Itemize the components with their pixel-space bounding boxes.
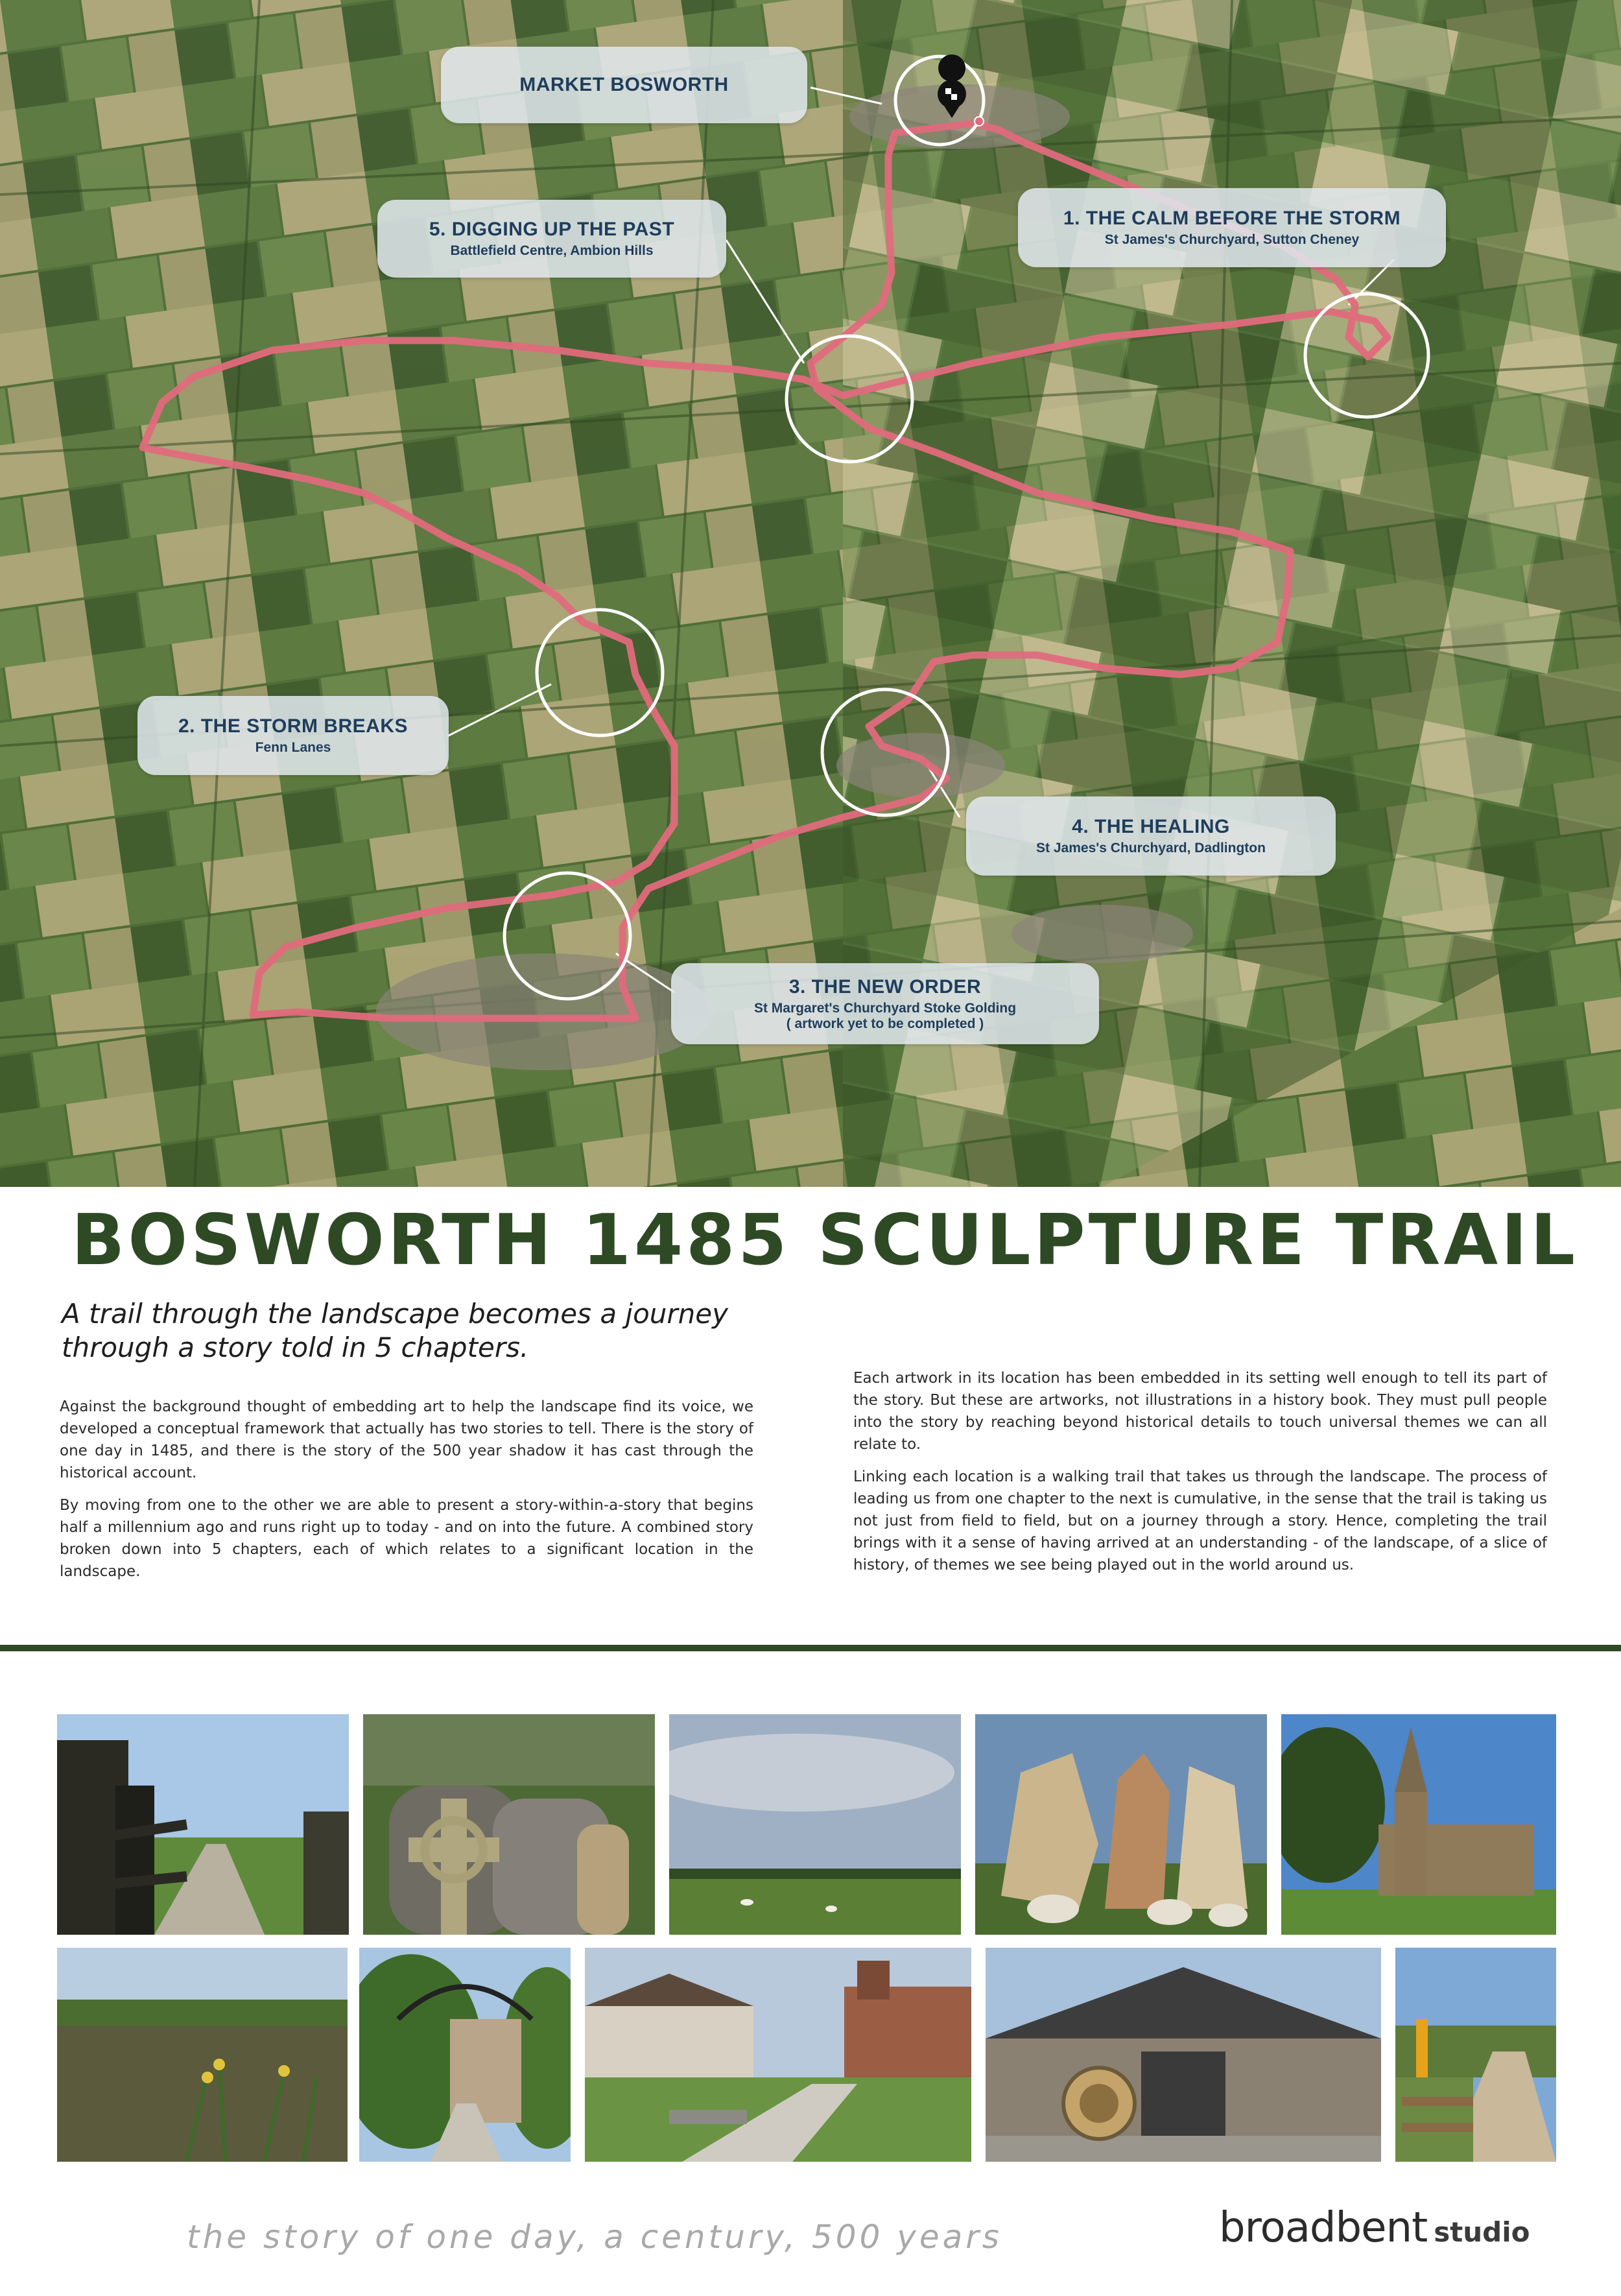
body-paragraph: Linking each location is a walking trail that takes us through the landscape. The process of leading us from one chapter to the next is cumulative, in the sense that the trail is taking us not just from field to field, but on a journey through a story. Hence, completing the trail brings with it a sense of having arrived at an understanding - of the landscape, of a slice of history, of themes we see being played out in the world around us.	[853, 1468, 1547, 1573]
callout-digging-up-the-past	[377, 200, 726, 278]
photo-pond-with-irises	[57, 1948, 348, 2162]
body-paragraph: Against the background thought of embedding art to help the landscape find its voice, we developed a conceptual framework that actually has two stories to tell. There is the story of one day in 1485, and there is the story of the 500 year shadow it has cast through the historical account.	[60, 1398, 753, 1481]
callout-subtitle: Battlefield Centre, Ambion Hills	[450, 243, 654, 258]
callout-subtitle: St Margaret's Churchyard Stoke Golding	[753, 1000, 1017, 1016]
callout-calm-before-the-storm	[1018, 188, 1446, 267]
photo-sculpture-with-sheep	[975, 1714, 1267, 1935]
callout-the-healing	[966, 796, 1336, 876]
callout-title: MARKET BOSWORTH	[519, 74, 729, 95]
photo-battlefield-centre-barn	[986, 1948, 1381, 2162]
callout-title: 1. THE CALM BEFORE THE STORM	[1063, 208, 1401, 229]
body-text-right-column	[853, 1367, 1547, 1586]
callout-subtitle: St James's Churchyard, Dadlington	[1036, 841, 1266, 855]
callout-subtitle: Fenn Lanes	[255, 740, 331, 755]
section-divider	[0, 1645, 1621, 1651]
page-title: BOSWORTH 1485 SCULPTURE TRAIL	[71, 1200, 1579, 1281]
callout-title: 5. DIGGING UP THE PAST	[429, 219, 675, 240]
callout-the-new-order	[671, 963, 1099, 1044]
callout-market-bosworth	[441, 47, 807, 123]
photo-churchyard-gate	[57, 1714, 349, 1935]
callout-the-storm-breaks	[137, 696, 449, 775]
body-paragraph: By moving from one to the other we are able to present a story-within-a-story that begins half a millennium ago and runs right up to today - and on into the future. A combined story broken down into 5 chapters, each of which relates to a significant location in the landscape.	[60, 1497, 753, 1580]
photo-church-lychgate-arch	[359, 1948, 571, 2162]
brand-logo	[1219, 2204, 1530, 2252]
photo-trail-marker-post	[1395, 1948, 1556, 2162]
brand-suffix: studio	[1434, 2216, 1530, 2248]
brand-name: broadbent	[1219, 2204, 1428, 2252]
body-paragraph: Each artwork in its location has been embedded in its setting well enough to tell its part of the story. But these are artworks, not illustrations in a history book. They must pull people into the story by reaching beyond historical details to touch universal themes we can all relate to.	[853, 1370, 1547, 1453]
callout-title: 4. THE HEALING	[1072, 816, 1230, 837]
photo-fenn-lanes-field	[669, 1714, 961, 1935]
photo-celtic-cross-gravestones	[363, 1714, 655, 1935]
page-subtitle: A trail through the landscape becomes a journey through a story told in 5 chapters.	[62, 1298, 728, 1363]
body-text-left-column	[60, 1396, 753, 1593]
callout-title: 2. THE STORM BREAKS	[178, 715, 408, 737]
callout-title: 3. THE NEW ORDER	[788, 975, 982, 998]
photo-church-spire	[1281, 1714, 1556, 1935]
callout-note: ( artwork yet to be completed )	[786, 1016, 984, 1031]
callout-subtitle: St James's Churchyard, Sutton Cheney	[1104, 232, 1360, 247]
footer-tagline: the story of one day, a century, 500 years	[187, 2218, 1002, 2256]
photo-churchyard-path-bench	[585, 1948, 971, 2162]
